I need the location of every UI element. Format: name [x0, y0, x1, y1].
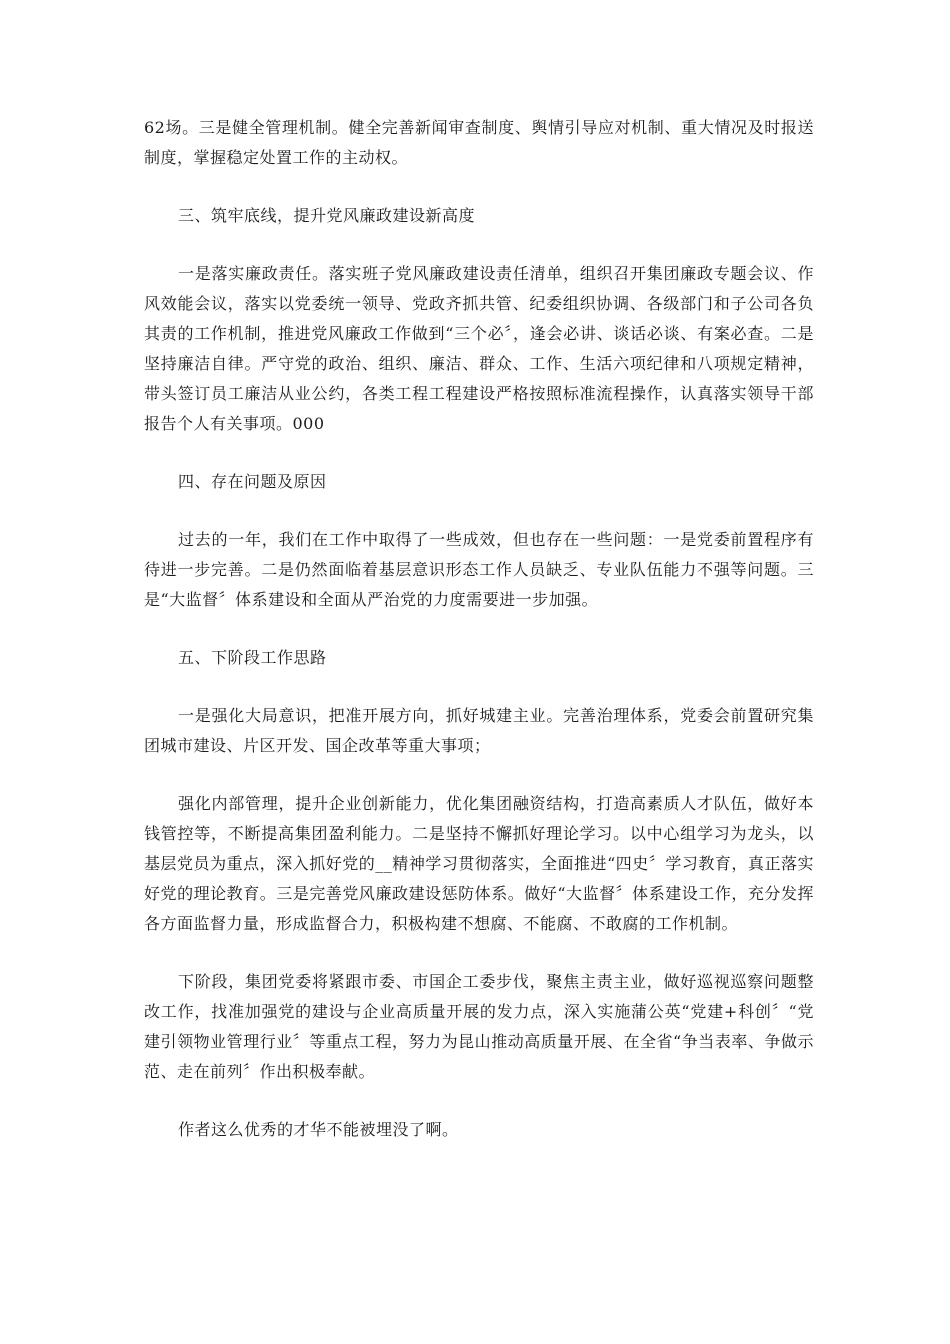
paragraph-problems: 过去的一年，我们在工作中取得了一些成效，但也存在一些问题：一是党委前置程序有待进一步完善。二是仍然面临着基层意识形态工作人员缺乏、专业队伍能力不强等问题。三是“大监督〞体系建设和全面从严治党的力度需要进一步加强。 — [144, 530, 814, 609]
paragraph-internal-management: 强化内部管理，提升企业创新能力，优化集团融资结构，打造高素质人才队伍，做好本钱管控等，不断提高集团盈利能力。二是坚持不懈抓好理论学习。以中心组学习为龙头，以基层党员为重点，深入抓好党的__精神学习贯彻落实，全面推进“四史〞学习教育，真正落实好党的理论教育。三是完善党风廉政建设惩防体系。做好“大监督〞体系建设工作，充分发挥各方面监督力量，形成监督合力，积极构建不想腐、不能腐、不敢腐的工作机制。 — [144, 794, 814, 933]
paragraph-integrity-responsibility: 一是落实廉政责任。落实班子党风廉政建设责任清单，组织召开集团廉政专题会议、作风效能会议，落实以党委统一领导、党政齐抓共管、纪委组织协调、各级部门和子公司各负其责的工作机制，推进党风廉政工作做到“三个必〞，逢会必讲、谈话必谈、有案必查。二是坚持廉洁自律。严守党的政治、组织、廉洁、群众、工作、生活六项纪律和八项规定精神，带头签订员工廉洁从业公约，各类工程工程建设严格按照标准流程操作，认真落实领导干部报告个人有关事项。000 — [144, 264, 814, 433]
document-body — [144, 113, 814, 1173]
paragraph-overall-awareness: 一是强化大局意识，把准开展方向，抓好城建主业。完善治理体系，党委会前置研究集团城市建设、片区开发、国企改革等重大事项； — [144, 706, 814, 755]
section-heading-3: 三、筑牢底线，提升党风廉政建设新高度 — [178, 206, 476, 225]
paragraph-continuation: 62场。三是健全管理机制。健全完善新闻审查制度、舆情引导应对机制、重大情况及时报送制度，掌握稳定处置工作的主动权。 — [144, 118, 814, 167]
paragraph-next-stage: 下阶段，集团党委将紧跟市委、市国企工委步伐，聚焦主责主业，做好巡视巡察问题整改工作，找准加强党的建设与企业高质量开展的发力点，深入实施蒲公英“党建+科创〞“党建引领物业管理行业〞等重点工程，努力为昆山推动高质量开展、在全省“争当表率、争做示范、走在前列〞作出积极奉献。 — [144, 972, 814, 1081]
section-heading-5: 五、下阶段工作思路 — [178, 648, 327, 667]
paragraph-closing-remark: 作者这么优秀的才华不能被埋没了啊。 — [178, 1120, 459, 1139]
section-heading-4: 四、存在问题及原因 — [178, 472, 327, 491]
